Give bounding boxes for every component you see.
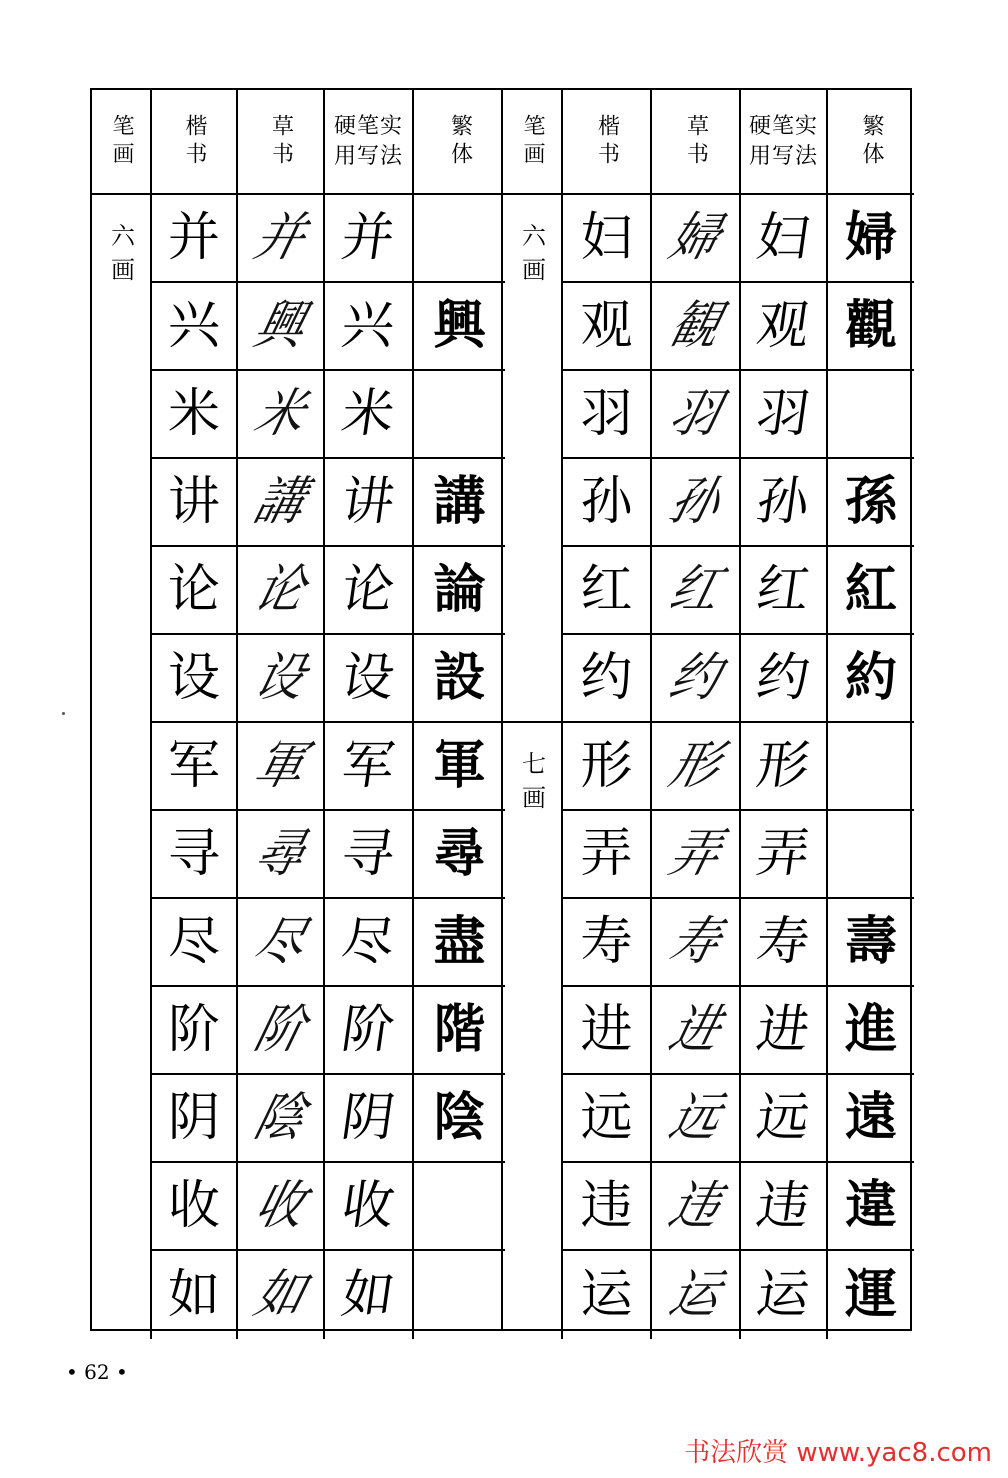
cell-cao bbox=[238, 1075, 325, 1163]
cell-fan bbox=[414, 195, 505, 283]
cell-ying bbox=[325, 195, 414, 283]
header-cao bbox=[652, 90, 741, 195]
cell-kai bbox=[152, 899, 238, 987]
cell-fan bbox=[828, 1251, 914, 1339]
cell-fan bbox=[414, 899, 505, 987]
cell-ying bbox=[325, 459, 414, 547]
cell-cao bbox=[652, 459, 741, 547]
cell-fan bbox=[414, 283, 505, 371]
character-kai: 如 bbox=[167, 1265, 220, 1325]
cell-fan bbox=[828, 987, 914, 1075]
cell-kai bbox=[152, 547, 238, 635]
page-number: • 62 • bbox=[66, 1360, 128, 1384]
character-kai: 阶 bbox=[167, 1000, 220, 1060]
character-cao: 如 bbox=[249, 1265, 312, 1325]
cell-cao bbox=[652, 899, 741, 987]
cell-cao bbox=[238, 1163, 325, 1251]
cell-fan bbox=[828, 371, 914, 459]
cell-cao bbox=[238, 547, 325, 635]
character-kai: 设 bbox=[167, 648, 220, 708]
watermark: 书法欣赏 www.yac8.com bbox=[684, 1438, 992, 1468]
character-cao: 收 bbox=[249, 1176, 312, 1236]
cell-kai bbox=[152, 1075, 238, 1163]
cell-ying bbox=[741, 283, 828, 371]
character-cao: 米 bbox=[249, 384, 312, 444]
character-cao: 形 bbox=[664, 736, 727, 796]
cell-fan bbox=[414, 547, 505, 635]
cell-kai bbox=[563, 459, 652, 547]
cell-ying bbox=[741, 1163, 828, 1251]
cell-fan bbox=[414, 987, 505, 1075]
cell-cao bbox=[238, 459, 325, 547]
character-cao: 并 bbox=[249, 208, 312, 268]
cell-fan bbox=[828, 635, 914, 723]
stroke-count-column bbox=[503, 195, 563, 1339]
cell-ying bbox=[325, 283, 414, 371]
cell-ying bbox=[741, 987, 828, 1075]
character-kai: 红 bbox=[580, 560, 633, 620]
character-fan: 遠 bbox=[844, 1087, 897, 1148]
character-ying: 运 bbox=[753, 1265, 814, 1325]
character-fan: 壽 bbox=[844, 911, 897, 972]
cell-fan bbox=[414, 723, 505, 811]
cell-fan bbox=[414, 459, 505, 547]
cell-ying bbox=[325, 1075, 414, 1163]
cell-cao bbox=[652, 811, 741, 899]
header-cao-label: 草书 bbox=[268, 113, 294, 170]
character-cao: 観 bbox=[664, 296, 727, 356]
header-ying-label: 硬笔实用写法 bbox=[333, 113, 403, 169]
character-cao: 远 bbox=[664, 1088, 727, 1148]
stroke-group-label bbox=[92, 223, 150, 291]
cell-fan bbox=[828, 899, 914, 987]
character-ying: 寿 bbox=[753, 912, 814, 972]
cell-kai bbox=[563, 283, 652, 371]
character-fan: 論 bbox=[433, 559, 486, 620]
character-table bbox=[90, 88, 912, 1331]
stroke-group-text: 六画 bbox=[106, 223, 135, 291]
character-ying: 阶 bbox=[338, 1000, 399, 1060]
character-kai: 米 bbox=[167, 384, 220, 444]
character-cao: 论 bbox=[249, 560, 312, 620]
character-cao: 弄 bbox=[664, 824, 727, 884]
cell-kai bbox=[563, 195, 652, 283]
character-cao: 运 bbox=[664, 1265, 727, 1325]
character-ying: 观 bbox=[753, 296, 814, 356]
cell-fan bbox=[414, 635, 505, 723]
character-kai: 讲 bbox=[167, 472, 220, 532]
character-ying: 阴 bbox=[338, 1088, 399, 1148]
character-ying: 收 bbox=[338, 1176, 399, 1236]
character-fan: 進 bbox=[844, 999, 897, 1060]
cell-cao bbox=[238, 1251, 325, 1339]
character-ying: 红 bbox=[753, 560, 814, 620]
header-fan bbox=[828, 90, 914, 195]
cell-kai bbox=[563, 899, 652, 987]
character-ying: 约 bbox=[753, 648, 814, 708]
character-cao: 约 bbox=[664, 648, 727, 708]
cell-cao bbox=[652, 283, 741, 371]
header-stroke-label: 笔画 bbox=[520, 113, 545, 170]
cell-ying bbox=[741, 811, 828, 899]
character-fan: 孫 bbox=[844, 471, 897, 532]
character-cao: 寿 bbox=[664, 912, 727, 972]
cell-fan bbox=[414, 1163, 505, 1251]
cell-kai bbox=[152, 195, 238, 283]
character-ying: 违 bbox=[753, 1176, 814, 1236]
cell-kai bbox=[152, 987, 238, 1075]
cell-fan bbox=[828, 1163, 914, 1251]
stroke-group-text: 六画 bbox=[517, 223, 546, 291]
header-ying bbox=[741, 90, 828, 195]
cell-ying bbox=[741, 635, 828, 723]
cell-kai bbox=[563, 547, 652, 635]
cell-cao bbox=[238, 723, 325, 811]
cell-cao bbox=[238, 987, 325, 1075]
cell-cao bbox=[238, 283, 325, 371]
header-stroke bbox=[503, 90, 563, 195]
header-kai bbox=[152, 90, 238, 195]
character-ying: 孙 bbox=[753, 472, 814, 532]
header-kai-label: 楷书 bbox=[182, 113, 207, 170]
character-fan: 違 bbox=[844, 1175, 897, 1236]
cell-ying bbox=[741, 195, 828, 283]
cell-fan bbox=[828, 723, 914, 811]
character-cao: 尽 bbox=[249, 912, 312, 972]
character-ying: 弄 bbox=[753, 824, 814, 884]
cell-kai bbox=[152, 283, 238, 371]
cell-kai bbox=[563, 1251, 652, 1339]
header-cao bbox=[238, 90, 325, 195]
cell-ying bbox=[741, 899, 828, 987]
header-ying bbox=[325, 90, 414, 195]
cell-fan bbox=[828, 547, 914, 635]
character-kai: 尽 bbox=[167, 912, 220, 972]
stroke-count-column bbox=[92, 195, 152, 1339]
cell-ying bbox=[325, 635, 414, 723]
character-ying: 军 bbox=[338, 736, 399, 796]
cell-cao bbox=[238, 635, 325, 723]
character-cao: 婦 bbox=[664, 208, 727, 268]
cell-ying bbox=[325, 811, 414, 899]
cell-ying bbox=[741, 1251, 828, 1339]
cell-kai bbox=[152, 723, 238, 811]
cell-ying bbox=[741, 547, 828, 635]
header-stroke bbox=[92, 90, 152, 195]
character-ying: 尽 bbox=[338, 912, 399, 972]
cell-fan bbox=[828, 283, 914, 371]
character-fan: 盡 bbox=[433, 911, 486, 972]
character-ying: 形 bbox=[753, 736, 814, 796]
character-ying: 寻 bbox=[338, 824, 399, 884]
cell-ying bbox=[741, 1075, 828, 1163]
character-kai: 违 bbox=[580, 1176, 633, 1236]
character-kai: 进 bbox=[580, 1000, 633, 1060]
cell-cao bbox=[652, 987, 741, 1075]
cell-fan bbox=[828, 195, 914, 283]
character-fan: 階 bbox=[433, 999, 486, 1060]
character-cao: 興 bbox=[249, 296, 312, 356]
character-cao: 违 bbox=[664, 1176, 727, 1236]
cell-kai bbox=[563, 371, 652, 459]
cell-cao bbox=[652, 635, 741, 723]
character-fan: 約 bbox=[844, 647, 897, 708]
cell-fan bbox=[828, 811, 914, 899]
cell-kai bbox=[563, 811, 652, 899]
cell-fan bbox=[414, 811, 505, 899]
character-fan: 軍 bbox=[433, 735, 486, 796]
character-kai: 妇 bbox=[580, 208, 633, 268]
right-table bbox=[501, 88, 912, 1331]
character-fan: 觀 bbox=[844, 295, 897, 356]
character-cao: 尋 bbox=[249, 824, 312, 884]
character-fan: 設 bbox=[433, 647, 486, 708]
cell-cao bbox=[238, 371, 325, 459]
cell-kai bbox=[152, 371, 238, 459]
header-stroke-label: 笔画 bbox=[109, 113, 134, 170]
cell-kai bbox=[152, 459, 238, 547]
cell-ying bbox=[325, 1163, 414, 1251]
cell-cao bbox=[652, 723, 741, 811]
cell-kai bbox=[152, 635, 238, 723]
character-kai: 军 bbox=[167, 736, 220, 796]
cell-kai bbox=[152, 1163, 238, 1251]
cell-cao bbox=[238, 899, 325, 987]
cell-ying bbox=[325, 899, 414, 987]
cell-ying bbox=[741, 723, 828, 811]
cell-fan bbox=[414, 1251, 505, 1339]
character-kai: 弄 bbox=[580, 824, 633, 884]
cell-ying bbox=[325, 547, 414, 635]
character-kai: 羽 bbox=[580, 384, 633, 444]
cell-fan bbox=[828, 1075, 914, 1163]
cell-kai bbox=[152, 811, 238, 899]
cell-cao bbox=[652, 1163, 741, 1251]
character-fan: 尋 bbox=[433, 823, 486, 884]
cell-kai bbox=[563, 723, 652, 811]
character-kai: 寿 bbox=[580, 912, 633, 972]
stroke-group-text: 七画 bbox=[517, 751, 546, 819]
character-cao: 孙 bbox=[664, 472, 727, 532]
character-ying: 兴 bbox=[338, 296, 399, 356]
character-fan: 婦 bbox=[844, 207, 897, 268]
character-kai: 寻 bbox=[167, 824, 220, 884]
character-fan: 興 bbox=[433, 295, 486, 356]
header-kai bbox=[563, 90, 652, 195]
cell-kai bbox=[152, 1251, 238, 1339]
stroke-group-divider bbox=[503, 721, 561, 723]
cell-cao bbox=[238, 195, 325, 283]
character-kai: 运 bbox=[580, 1265, 633, 1325]
cell-cao bbox=[652, 1251, 741, 1339]
cell-kai bbox=[563, 1075, 652, 1163]
cell-kai bbox=[563, 1163, 652, 1251]
cell-ying bbox=[325, 1251, 414, 1339]
stroke-group-label bbox=[503, 751, 561, 819]
cell-kai bbox=[563, 635, 652, 723]
character-ying: 妇 bbox=[753, 208, 814, 268]
character-ying: 进 bbox=[753, 1000, 814, 1060]
character-cao: 陰 bbox=[249, 1088, 312, 1148]
character-ying: 羽 bbox=[753, 384, 814, 444]
cell-ying bbox=[325, 987, 414, 1075]
cell-cao bbox=[652, 547, 741, 635]
character-cao: 講 bbox=[249, 472, 312, 532]
cell-cao bbox=[238, 811, 325, 899]
cell-fan bbox=[828, 459, 914, 547]
character-kai: 阴 bbox=[167, 1088, 220, 1148]
left-table bbox=[90, 88, 503, 1331]
cell-fan bbox=[414, 371, 505, 459]
stroke-group-label bbox=[503, 223, 561, 291]
character-ying: 讲 bbox=[338, 472, 399, 532]
character-kai: 兴 bbox=[167, 296, 220, 356]
character-ying: 米 bbox=[338, 384, 399, 444]
character-ying: 并 bbox=[338, 208, 399, 268]
character-ying: 远 bbox=[753, 1088, 814, 1148]
character-kai: 孙 bbox=[580, 472, 633, 532]
header-fan-label: 繁体 bbox=[859, 113, 884, 170]
character-kai: 观 bbox=[580, 296, 633, 356]
character-kai: 约 bbox=[580, 648, 633, 708]
cell-ying bbox=[325, 723, 414, 811]
character-fan: 陰 bbox=[433, 1087, 486, 1148]
header-fan bbox=[414, 90, 505, 195]
character-fan: 運 bbox=[844, 1264, 897, 1325]
character-kai: 并 bbox=[167, 208, 220, 268]
cell-cao bbox=[652, 195, 741, 283]
character-cao: 红 bbox=[664, 560, 727, 620]
character-ying: 设 bbox=[338, 648, 399, 708]
cell-fan bbox=[414, 1075, 505, 1163]
character-cao: 阶 bbox=[249, 1000, 312, 1060]
character-cao: 进 bbox=[664, 1000, 727, 1060]
cell-kai bbox=[563, 987, 652, 1075]
header-cao-label: 草书 bbox=[683, 113, 709, 170]
character-cao: 軍 bbox=[249, 736, 312, 796]
character-cao: 设 bbox=[249, 648, 312, 708]
character-fan: 講 bbox=[433, 471, 486, 532]
header-ying-label: 硬笔实用写法 bbox=[748, 113, 818, 169]
character-cao: 羽 bbox=[664, 384, 727, 444]
character-fan: 紅 bbox=[844, 559, 897, 620]
cell-ying bbox=[741, 371, 828, 459]
cell-ying bbox=[325, 371, 414, 459]
character-ying: 论 bbox=[338, 560, 399, 620]
cell-cao bbox=[652, 371, 741, 459]
character-kai: 收 bbox=[167, 1176, 220, 1236]
cell-ying bbox=[741, 459, 828, 547]
cell-cao bbox=[652, 1075, 741, 1163]
character-kai: 形 bbox=[580, 736, 633, 796]
header-kai-label: 楷书 bbox=[594, 113, 620, 170]
stray-dot bbox=[62, 712, 65, 715]
header-fan-label: 繁体 bbox=[447, 113, 473, 170]
character-ying: 如 bbox=[338, 1265, 399, 1325]
character-kai: 远 bbox=[580, 1088, 633, 1148]
character-kai: 论 bbox=[167, 560, 220, 620]
